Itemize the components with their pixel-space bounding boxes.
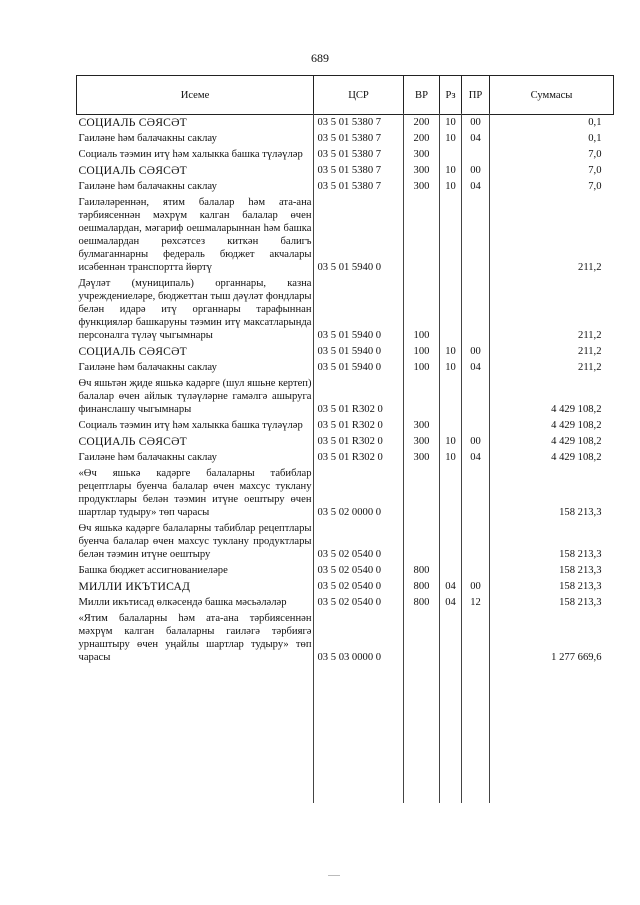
table-row (77, 163, 614, 179)
cell-csr: 03 5 01 R302 0 (317, 452, 383, 463)
table-row (77, 179, 614, 195)
cell-vr: 300 (413, 165, 430, 176)
cell-vr: 100 (413, 346, 430, 357)
cell-sum: 158 213,3 (559, 549, 602, 560)
cell-pr: 00 (470, 165, 481, 176)
table-row (77, 595, 614, 611)
cell-pr (462, 195, 490, 276)
cell-name: Башка бюджет ассигнованиеләре (78, 565, 228, 576)
column-divider (439, 113, 440, 803)
header-name: Исеме (77, 76, 314, 115)
cell-pr (462, 276, 490, 344)
cell-rz: 10 (445, 362, 456, 373)
cell-sum: 4 429 108,2 (551, 404, 602, 415)
header-csr: ЦСР (314, 76, 404, 115)
table-row (77, 195, 614, 276)
column-divider (489, 113, 490, 803)
cell-vr (404, 611, 440, 666)
cell-name: Дәүләт (муниципаль) органнары, казна учреждениеләре, бюджеттан тыш дәүләт фондлары белән идарә итү органнары тарафыннан функцияләр башкаруны тәэмин итү максатларында персоналга түләү чыгымнары (78, 278, 312, 341)
table-row (77, 276, 614, 344)
header-pr: ПР (462, 76, 490, 115)
cell-sum: 158 213,3 (559, 597, 602, 608)
cell-rz (440, 466, 462, 521)
cell-vr: 800 (413, 581, 430, 592)
cell-rz (440, 521, 462, 563)
cell-pr: 12 (470, 597, 481, 608)
header-vr: ВР (404, 76, 440, 115)
cell-pr: 04 (470, 452, 481, 463)
column-divider (461, 113, 462, 803)
cell-name: СОЦИАЛЬ СӘЯСӘТ (78, 345, 187, 358)
cell-vr: 800 (413, 565, 430, 576)
cell-rz: 10 (445, 346, 456, 357)
cell-name: СОЦИАЛЬ СӘЯСӘТ (78, 164, 187, 177)
cell-rz: 10 (445, 181, 456, 192)
cell-csr: 03 5 02 0540 0 (317, 597, 382, 608)
cell-vr: 200 (413, 117, 430, 128)
cell-csr: 03 5 01 5940 0 (317, 262, 382, 273)
table-row (77, 131, 614, 147)
cell-name: СОЦИАЛЬ СӘЯСӘТ (78, 435, 187, 448)
cell-sum: 211,2 (578, 362, 602, 373)
cell-name: Социаль тәэмин итү һәм халыкка башка түләүләр (78, 420, 303, 431)
cell-pr: 04 (470, 181, 481, 192)
table-row (77, 579, 614, 595)
cell-csr: 03 5 02 0540 0 (317, 581, 382, 592)
cell-pr: 00 (470, 436, 481, 447)
cell-csr: 03 5 01 5940 0 (317, 330, 382, 341)
header-sum: Суммасы (490, 76, 614, 115)
cell-csr: 03 5 01 5380 7 (317, 149, 382, 160)
cell-vr: 200 (413, 133, 430, 144)
cell-csr: 03 5 01 R302 0 (317, 420, 383, 431)
cell-pr (462, 376, 490, 418)
cell-csr: 03 5 02 0540 0 (317, 565, 382, 576)
cell-csr: 03 5 01 R302 0 (317, 436, 383, 447)
cell-rz: 04 (445, 597, 456, 608)
table-row (77, 115, 614, 132)
header-rz: Рз (440, 76, 462, 115)
cell-pr: 00 (470, 581, 481, 592)
cell-csr: 03 5 01 5380 7 (317, 165, 382, 176)
budget-table (76, 75, 614, 666)
cell-name: Гаиләләреннән, ятим балалар һәм ата-ана тәрбиясеннән мәхрүм калган балалар өчен оешмалардан, мәгариф оешмаларыннан һәм башка оешмалардан рөхсәтсез киткән балигъ булмаганнарны федераль бюджет акчалары исәбеннән транспортта йөртү (78, 197, 312, 273)
cell-pr (462, 563, 490, 579)
column-divider (313, 113, 314, 803)
cell-vr: 100 (413, 330, 430, 341)
cell-csr: 03 5 01 5380 7 (317, 117, 382, 128)
cell-pr: 00 (470, 346, 481, 357)
cell-vr: 300 (413, 181, 430, 192)
cell-vr: 300 (413, 149, 430, 160)
page-number: 689 (311, 51, 329, 65)
cell-name: Милли икътисад өлкәсендә башка мәсьәләләр (78, 597, 287, 608)
table-row (77, 450, 614, 466)
cell-csr: 03 5 03 0000 0 (317, 652, 382, 663)
table-row (77, 418, 614, 434)
cell-sum: 4 429 108,2 (551, 452, 602, 463)
cell-name: Социаль тәэмин итү һәм халыкка башка түләүләр (78, 149, 303, 160)
cell-sum: 1 277 669,6 (551, 652, 602, 663)
cell-pr: 00 (470, 117, 481, 128)
table-row (77, 344, 614, 360)
table-row (77, 563, 614, 579)
table-row (77, 466, 614, 521)
cell-csr: 03 5 02 0000 0 (317, 507, 382, 518)
cell-sum: 158 213,3 (559, 507, 602, 518)
cell-rz (440, 147, 462, 163)
cell-rz (440, 418, 462, 434)
cell-csr: 03 5 01 5380 7 (317, 133, 382, 144)
cell-name: Өч яшькә кадәрге балаларны табиблар рецептлары буенча балалар өчен махсус туклану продуктлары белән тәэмин итүне оештыру (78, 523, 312, 560)
cell-rz: 04 (445, 581, 456, 592)
cell-pr (462, 418, 490, 434)
cell-pr (462, 611, 490, 666)
cell-pr (462, 147, 490, 163)
cell-name: Гаиләне һәм балачакны саклау (78, 133, 217, 144)
cell-name: «Өч яшькә кадәрге балаларны табиблар рецептлары буенча балалар өчен махсус туклану продуктлары белән тәэмин итүне оештыру өчен шартлар тудыру» төп чарасы (78, 468, 312, 518)
cell-sum: 211,2 (578, 330, 602, 341)
cell-pr: 04 (470, 362, 481, 373)
table-body (77, 115, 614, 667)
cell-name: Гаиләне һәм балачакны саклау (78, 181, 217, 192)
cell-name: СОЦИАЛЬ СӘЯСӘТ (78, 116, 187, 129)
cell-sum: 158 213,3 (559, 581, 602, 592)
cell-sum: 7,0 (588, 149, 602, 160)
cell-pr (462, 466, 490, 521)
cell-rz: 10 (445, 452, 456, 463)
table-row (77, 521, 614, 563)
cell-pr: 04 (470, 133, 481, 144)
cell-sum: 0,1 (588, 133, 602, 144)
cell-csr: 03 5 02 0540 0 (317, 549, 382, 560)
cell-rz (440, 563, 462, 579)
cell-rz (440, 195, 462, 276)
cell-name: Өч яшьтән җиде яшькә кадәрге (шул яшьне кертеп) балалар өчен айлык түләүләрне гамәлгә ашыруга финанслашу чыгымнары (78, 378, 312, 415)
cell-sum: 7,0 (588, 181, 602, 192)
cell-rz: 10 (445, 117, 456, 128)
table-header-row (77, 76, 614, 115)
cell-csr: 03 5 01 5940 0 (317, 346, 382, 357)
table-row (77, 360, 614, 376)
cell-rz (440, 276, 462, 344)
cell-vr: 100 (413, 362, 430, 373)
cell-sum: 7,0 (588, 165, 602, 176)
cell-sum: 211,2 (578, 346, 602, 357)
cell-name: «Ятим балаларны һәм ата-ана тәрбиясеннән мәхрүм калган балаларны гаиләгә тәрбиягә урнаштыру өчен уңайлы шартлар тудыру» төп чарасы (78, 613, 312, 663)
cell-csr: 03 5 01 R302 0 (317, 404, 383, 415)
table-row (77, 434, 614, 450)
cell-name: МИЛЛИ ИКЪТИСАД (78, 580, 191, 593)
cell-sum: 4 429 108,2 (551, 436, 602, 447)
cell-sum: 0,1 (588, 117, 602, 128)
cell-sum: 4 429 108,2 (551, 420, 602, 431)
table-row (77, 147, 614, 163)
cell-vr: 800 (413, 597, 430, 608)
cell-sum: 158 213,3 (559, 565, 602, 576)
cell-rz: 10 (445, 165, 456, 176)
cell-rz: 10 (445, 436, 456, 447)
cell-rz (440, 611, 462, 666)
cell-pr (462, 521, 490, 563)
scan-mark (328, 875, 340, 876)
cell-vr (404, 195, 440, 276)
cell-csr: 03 5 01 5940 0 (317, 362, 382, 373)
cell-rz: 10 (445, 133, 456, 144)
cell-csr: 03 5 01 5380 7 (317, 181, 382, 192)
cell-name: Гаиләне һәм балачакны саклау (78, 452, 217, 463)
cell-vr (404, 521, 440, 563)
cell-vr (404, 466, 440, 521)
cell-vr: 300 (413, 452, 430, 463)
cell-sum: 211,2 (578, 262, 602, 273)
column-divider (403, 113, 404, 803)
cell-vr: 300 (413, 436, 430, 447)
cell-rz (440, 376, 462, 418)
cell-name: Гаиләне һәм балачакны саклау (78, 362, 217, 373)
cell-vr: 300 (413, 420, 430, 431)
table-row (77, 376, 614, 418)
cell-vr (404, 376, 440, 418)
table-row (77, 611, 614, 666)
